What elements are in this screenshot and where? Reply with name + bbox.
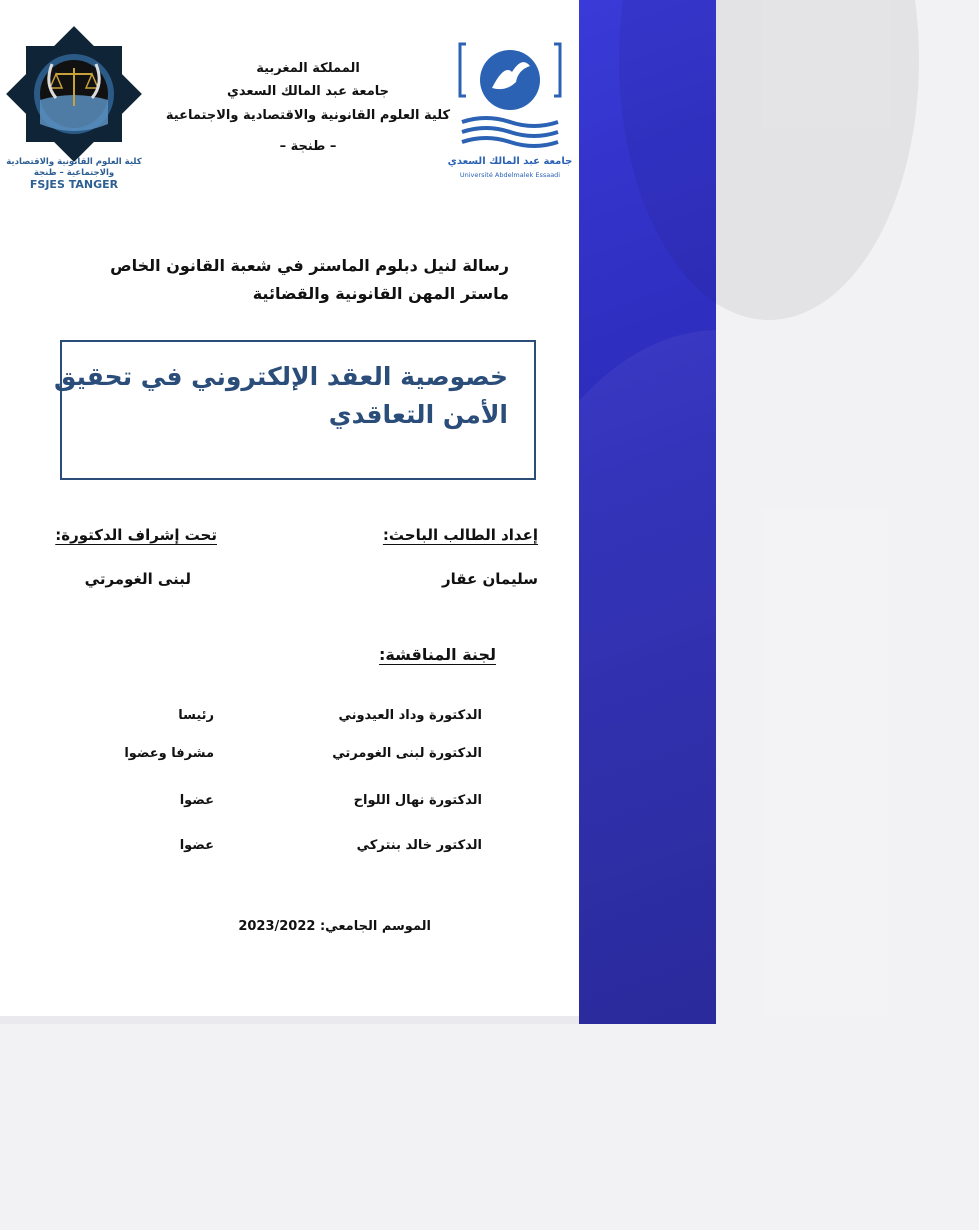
decorative-side-band: [579, 0, 716, 1024]
thesis-degree-line: رسالة لنيل دبلوم الماستر في شعبة القانون الخاص: [110, 256, 509, 275]
committee-member-role: رئيسا: [178, 708, 214, 723]
kingdom-label: المملكة المغربية: [256, 61, 360, 76]
academic-year: الموسم الجامعي: 2023/2022: [238, 919, 431, 934]
university-emblem-icon: [447, 36, 573, 186]
faculty-logo-caption-fr: FSJES TANGER: [29, 178, 119, 191]
city-label: – طنجة –: [279, 139, 337, 154]
faculty-logo: [6, 32, 142, 190]
faculty-logo-caption-2: والاجتماعية – طنجة: [33, 168, 115, 178]
university-logo-caption-ar: جامعة عبد المالك السعدي: [447, 156, 573, 167]
thesis-title-line-2: الأمن التعاقدي: [328, 400, 508, 429]
committee-member-role: عضوا: [179, 793, 214, 808]
university-name: جامعة عبد المالك السعدي: [226, 84, 390, 99]
committee-member-name: الدكتورة وداد العيدوني: [338, 708, 482, 723]
university-logo: [447, 36, 573, 186]
committee-member-role: عضوا: [179, 838, 214, 853]
faculty-logo-caption-1: كلية العلوم القانونية والاقتصادية: [6, 157, 142, 167]
student-name: سليمان عقار: [441, 570, 538, 588]
committee-member-name: الدكتورة لبنى الغومرتي: [332, 746, 482, 761]
committee-member-name: الدكتورة نهال اللواح: [353, 793, 482, 808]
faculty-name: كلية العلوم القانونية والاقتصادية والاجتماعية: [165, 108, 451, 123]
student-label: إعداد الطالب الباحث:: [382, 526, 538, 544]
bottom-strip: [0, 1016, 579, 1024]
supervisor-name: لبنى الغومرتي: [84, 570, 191, 588]
thesis-title-line-1: خصوصية العقد الإلكتروني في تحقيق: [53, 362, 508, 391]
committee-member-name: الدكتور خالد بنتركي: [356, 838, 482, 853]
supervisor-label: تحت إشراف الدكتورة:: [55, 526, 217, 544]
university-logo-caption-latin: Université Abdelmalek Essaadi: [459, 171, 561, 179]
committee-member-role: مشرفا وعضوا: [124, 746, 214, 761]
committee-label: لجنة المناقشة:: [379, 645, 496, 664]
thesis-master-line: ماستر المهن القانونية والقضائية: [252, 284, 509, 303]
faculty-emblem-icon: [6, 32, 142, 190]
thesis-title-box: [53, 340, 536, 480]
